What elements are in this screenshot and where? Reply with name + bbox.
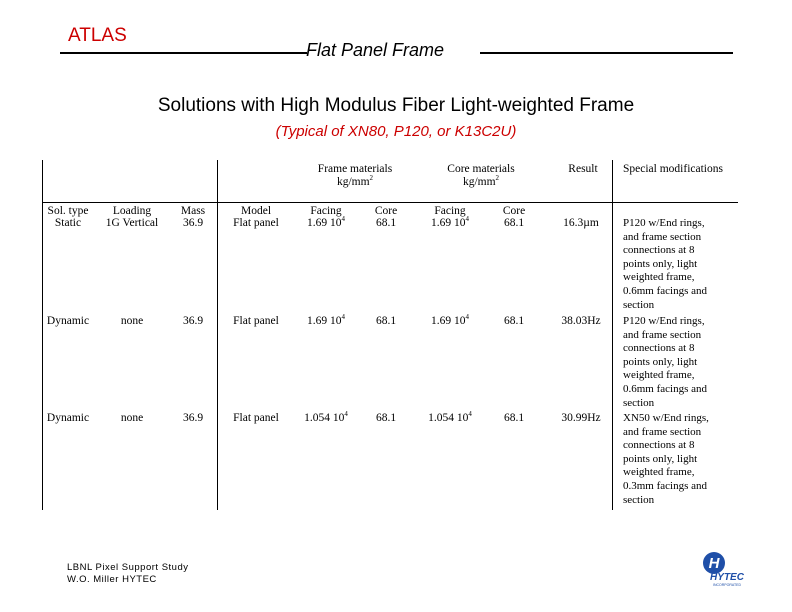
col-core-frame: Core <box>374 205 398 217</box>
col-core-core: Core <box>502 205 526 217</box>
frame-materials-header <box>298 163 412 189</box>
frame-materials-unit: $kg/mm^2$ <box>336 174 374 188</box>
cell-result: 16.3µm <box>563 217 599 229</box>
footer-line-2: W.O. Miller HYTEC <box>67 574 157 585</box>
cell-model: Flat panel <box>233 217 279 229</box>
cell-core-frame: 68.1 <box>375 412 397 424</box>
cell-core-core: 68.1 <box>503 412 525 424</box>
cell-result: 30.99Hz <box>561 412 601 424</box>
cell-notes: P120 w/End rings, and frame section connections at 8 points only, light weighted frame, 0.6mm facings and section <box>623 315 708 409</box>
cell-sol-type: Dynamic <box>46 412 90 424</box>
cell-facing-core: 1.69 $10^4$ <box>431 313 469 327</box>
core-materials-unit: $kg/mm^2$ <box>462 174 500 188</box>
cell-sol-type: Dynamic <box>46 315 90 327</box>
cell-loading: 1G Vertical <box>105 217 159 229</box>
frame-materials-label: Frame materials <box>317 163 393 175</box>
col-sol-type: Sol. type <box>47 205 89 217</box>
cell-facing-frame: 1.69 $10^4$ <box>307 215 345 229</box>
logo-letter: H <box>708 555 720 572</box>
col-mass: Mass <box>180 205 206 217</box>
cell-model: Flat panel <box>233 315 279 327</box>
hytec-logo <box>697 548 757 588</box>
cell-facing-core: 1.69 $10^4$ <box>431 215 469 229</box>
cell-core-frame: 68.1 <box>375 217 397 229</box>
cell-facing-frame: 1.054 $10^4$ <box>304 410 348 424</box>
table-header-rule <box>42 202 738 203</box>
cell-result: 38.03Hz <box>561 315 601 327</box>
cell-loading: none <box>120 315 144 327</box>
special-modifications-header: Special modifications <box>623 163 723 175</box>
cell-mass: 36.9 <box>182 315 204 327</box>
logo-tagline: INCORPORATED <box>713 583 741 587</box>
result-header: Result <box>568 163 598 175</box>
col-model: Model <box>240 205 272 217</box>
brand-label: ATLAS <box>68 25 127 46</box>
cell-mass: 36.9 <box>182 217 204 229</box>
col-facing-frame: Facing <box>310 205 342 217</box>
cell-mass: 36.9 <box>182 412 204 424</box>
hytec-logo-icon <box>697 548 757 588</box>
cell-loading: none <box>120 412 144 424</box>
col-facing-core: Facing <box>434 205 466 217</box>
page-title: Flat Panel Frame <box>306 40 445 60</box>
cell-notes: XN50 w/End rings, and frame section connections at 8 points only, light weighted frame, 0.3mm facings and section <box>623 412 709 506</box>
cell-core-frame: 68.1 <box>375 315 397 327</box>
cell-model: Flat panel <box>233 412 279 424</box>
col-loading: Loading <box>112 205 152 217</box>
cell-core-core: 68.1 <box>503 217 525 229</box>
slide-subheading: (Typical of XN80, P120, or K13C2U) <box>275 123 517 140</box>
core-materials-label: Core materials <box>447 163 515 175</box>
table-right-rule <box>612 160 613 510</box>
footer-line-1: LBNL Pixel Support Study <box>67 562 189 573</box>
core-materials-header <box>425 163 537 189</box>
logo-name: HYTEC <box>710 572 744 583</box>
slide-heading: Solutions with High Modulus Fiber Light-weighted Frame <box>157 95 635 116</box>
cell-sol-type: Static <box>54 217 82 229</box>
cell-notes: P120 w/End rings, and frame section connections at 8 points only, light weighted frame, 0.6mm facings and section <box>623 217 708 311</box>
cell-facing-core: 1.054 $10^4$ <box>428 410 472 424</box>
footer-credits <box>67 562 189 586</box>
cell-facing-frame: 1.69 $10^4$ <box>307 313 345 327</box>
cell-core-core: 68.1 <box>503 315 525 327</box>
table-divider-rule <box>217 160 218 510</box>
